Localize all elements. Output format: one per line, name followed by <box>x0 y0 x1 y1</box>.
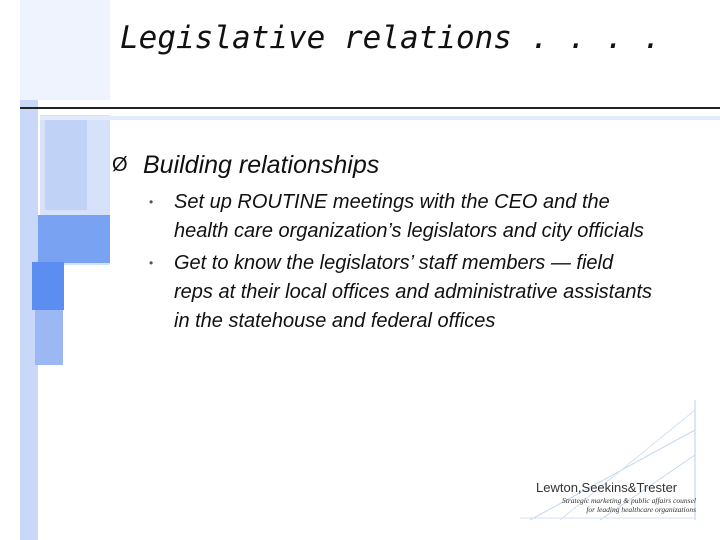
decor-block-blue <box>30 215 110 263</box>
sub-bullet-item <box>112 188 654 246</box>
arrow-bullet-icon: Ø <box>112 154 128 176</box>
decor-thin-line <box>40 116 720 120</box>
logo-tagline-line-1: Strategic marketing & public affairs counsel <box>562 496 696 505</box>
slide-title: Legislative relations . . . . <box>120 20 662 56</box>
decor-block-pale <box>20 0 110 100</box>
logo-tagline-line-2: for leading healthcare organizations <box>586 505 696 514</box>
main-bullet-text: Building relationships <box>143 151 380 179</box>
company-logo <box>520 400 700 520</box>
decor-block-mid <box>45 120 87 210</box>
sub-bullet-list <box>112 188 712 336</box>
logo-tagline <box>536 496 696 514</box>
dot-bullet-icon: • <box>149 195 154 209</box>
sub-bullet-text: Set up ROUTINE meetings with the CEO and the health care organization’s legislators and city officials <box>174 191 644 242</box>
slide-content <box>112 148 712 339</box>
sub-bullet-item <box>112 249 654 336</box>
sub-bullet-text: Get to know the legislators’ staff members — field reps at their local offices and administrative assistants in the statehouse and federal offices <box>174 252 652 332</box>
logo-name: Lewton,Seekins&Trester <box>536 480 678 495</box>
dot-bullet-icon: • <box>149 256 154 270</box>
title-divider <box>20 107 720 109</box>
decor-block-accent <box>32 262 64 310</box>
main-bullet <box>112 148 712 182</box>
